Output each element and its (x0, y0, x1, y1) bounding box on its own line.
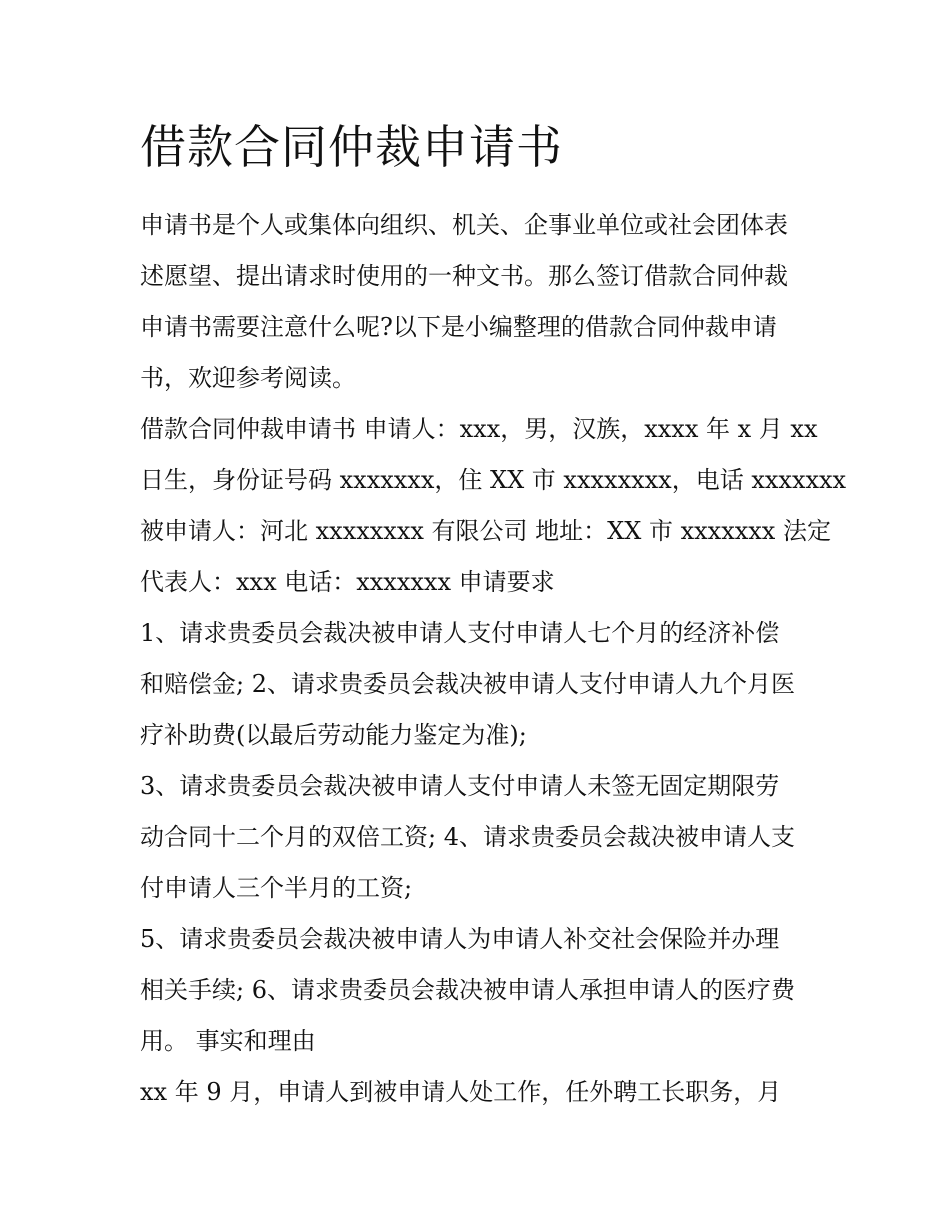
body-line: 代表人：xxx 电话：xxxxxxx 申请要求 (140, 568, 555, 596)
body-line: 付申请人三个半月的工资; (140, 874, 413, 902)
document-page (140, 112, 847, 1118)
body-line: 用。 事实和理由 (140, 1027, 316, 1055)
body-line: 1、请求贵委员会裁决被申请人支付申请人七个月的经济补偿 (140, 619, 780, 647)
body-line: 述愿望、提出请求时使用的一种文书。那么签订借款合同仲裁 (140, 262, 788, 290)
body-line: 申请书是个人或集体向组织、机关、企事业单位或社会团体表 (140, 211, 788, 239)
body-line: 日生，身份证号码 xxxxxxx，住 XX 市 xxxxxxxx，电话 xxxxxxx (140, 466, 847, 494)
document-title: 借款合同仲裁申请书 (140, 120, 563, 174)
body-line: 申请书需要注意什么呢?以下是小编整理的借款合同仲裁申请 (140, 313, 777, 341)
body-line: 相关手续; 6、请求贵委员会裁决被申请人承担申请人的医疗费 (140, 976, 795, 1004)
body-line: 动合同十二个月的双倍工资; 4、请求贵委员会裁决被申请人支 (140, 823, 795, 851)
body-line: xx 年 9 月，申请人到被申请人处工作，任外聘工长职务，月 (140, 1078, 782, 1106)
body-line: 3、请求贵委员会裁决被申请人支付申请人未签无固定期限劳 (140, 772, 780, 800)
body-line: 5、请求贵委员会裁决被申请人为申请人补交社会保险并办理 (140, 925, 780, 953)
body-line: 和赔偿金; 2、请求贵委员会裁决被申请人支付申请人九个月医 (140, 670, 795, 698)
body-line: 被申请人：河北 xxxxxxxx 有限公司 地址：XX 市 xxxxxxx 法定 (140, 517, 831, 545)
body-line: 疗补助费(以最后劳动能力鉴定为准); (140, 721, 527, 749)
body-line: 借款合同仲裁申请书 申请人：xxx，男，汉族，xxxx 年 x 月 xx (140, 415, 818, 443)
document-body (140, 200, 847, 1118)
body-line: 书，欢迎参考阅读。 (140, 364, 356, 392)
